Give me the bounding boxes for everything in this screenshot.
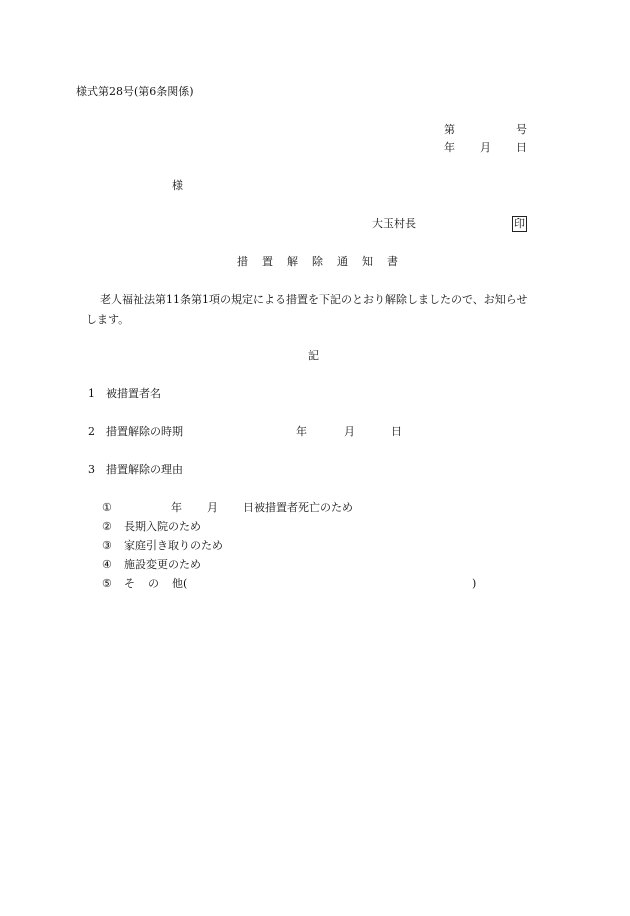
date-month: 月 [480, 141, 491, 154]
issuer-name: 大玉村長 [372, 217, 416, 230]
reason-5-so: そ [124, 577, 135, 590]
ki-heading: 記 [308, 349, 319, 362]
reason-1-text: 日被措置者死亡のため [243, 501, 353, 514]
item-2-month: 月 [344, 425, 355, 438]
doc-number-go: 号 [516, 123, 527, 136]
reason-2-text: 長期入院のため [124, 520, 201, 533]
title-char: 書 [387, 255, 398, 268]
reason-1-year: 年 [171, 501, 182, 514]
item-1-number: 1 [88, 387, 95, 400]
reason-5-ta: 他( [172, 577, 188, 590]
reason-4-mark: ④ [102, 558, 112, 571]
reason-1-month: 月 [207, 501, 218, 514]
document-title [237, 256, 398, 267]
addressee-suffix: 様 [172, 179, 183, 192]
title-char: 通 [337, 255, 348, 268]
reason-5-mark: ⑤ [102, 577, 112, 590]
reason-1-mark: ① [102, 501, 112, 514]
item-3-label: 措置解除の理由 [106, 463, 183, 476]
seal-mark: 印 [514, 217, 525, 230]
item-2-day: 日 [391, 425, 402, 438]
reason-5-no: の [148, 577, 159, 590]
body-line-2: します。 [86, 313, 130, 326]
reason-3-mark: ③ [102, 539, 112, 552]
title-char: 解 [287, 255, 298, 268]
date-year: 年 [444, 141, 455, 154]
reason-3-text: 家庭引き取りのため [124, 539, 223, 552]
body-line-1: 老人福祉法第11条第1項の規定による措置を下記のとおり解除しましたので、お知らせ [100, 293, 528, 306]
date-day: 日 [516, 141, 527, 154]
reason-5-close: ) [472, 577, 477, 590]
item-2-number: 2 [88, 425, 95, 438]
doc-number-dai: 第 [444, 123, 455, 136]
title-char: 措 [237, 255, 248, 268]
title-char: 除 [312, 255, 323, 268]
title-char: 置 [262, 255, 273, 268]
item-1-label: 被措置者名 [106, 387, 161, 400]
reason-4-text: 施設変更のため [124, 558, 201, 571]
form-number: 様式第28号(第6条関係) [76, 85, 194, 98]
reason-2-mark: ② [102, 520, 112, 533]
item-2-label: 措置解除の時期 [106, 425, 183, 438]
item-3-number: 3 [88, 463, 95, 476]
title-char: 知 [362, 255, 373, 268]
item-2-year: 年 [296, 425, 307, 438]
